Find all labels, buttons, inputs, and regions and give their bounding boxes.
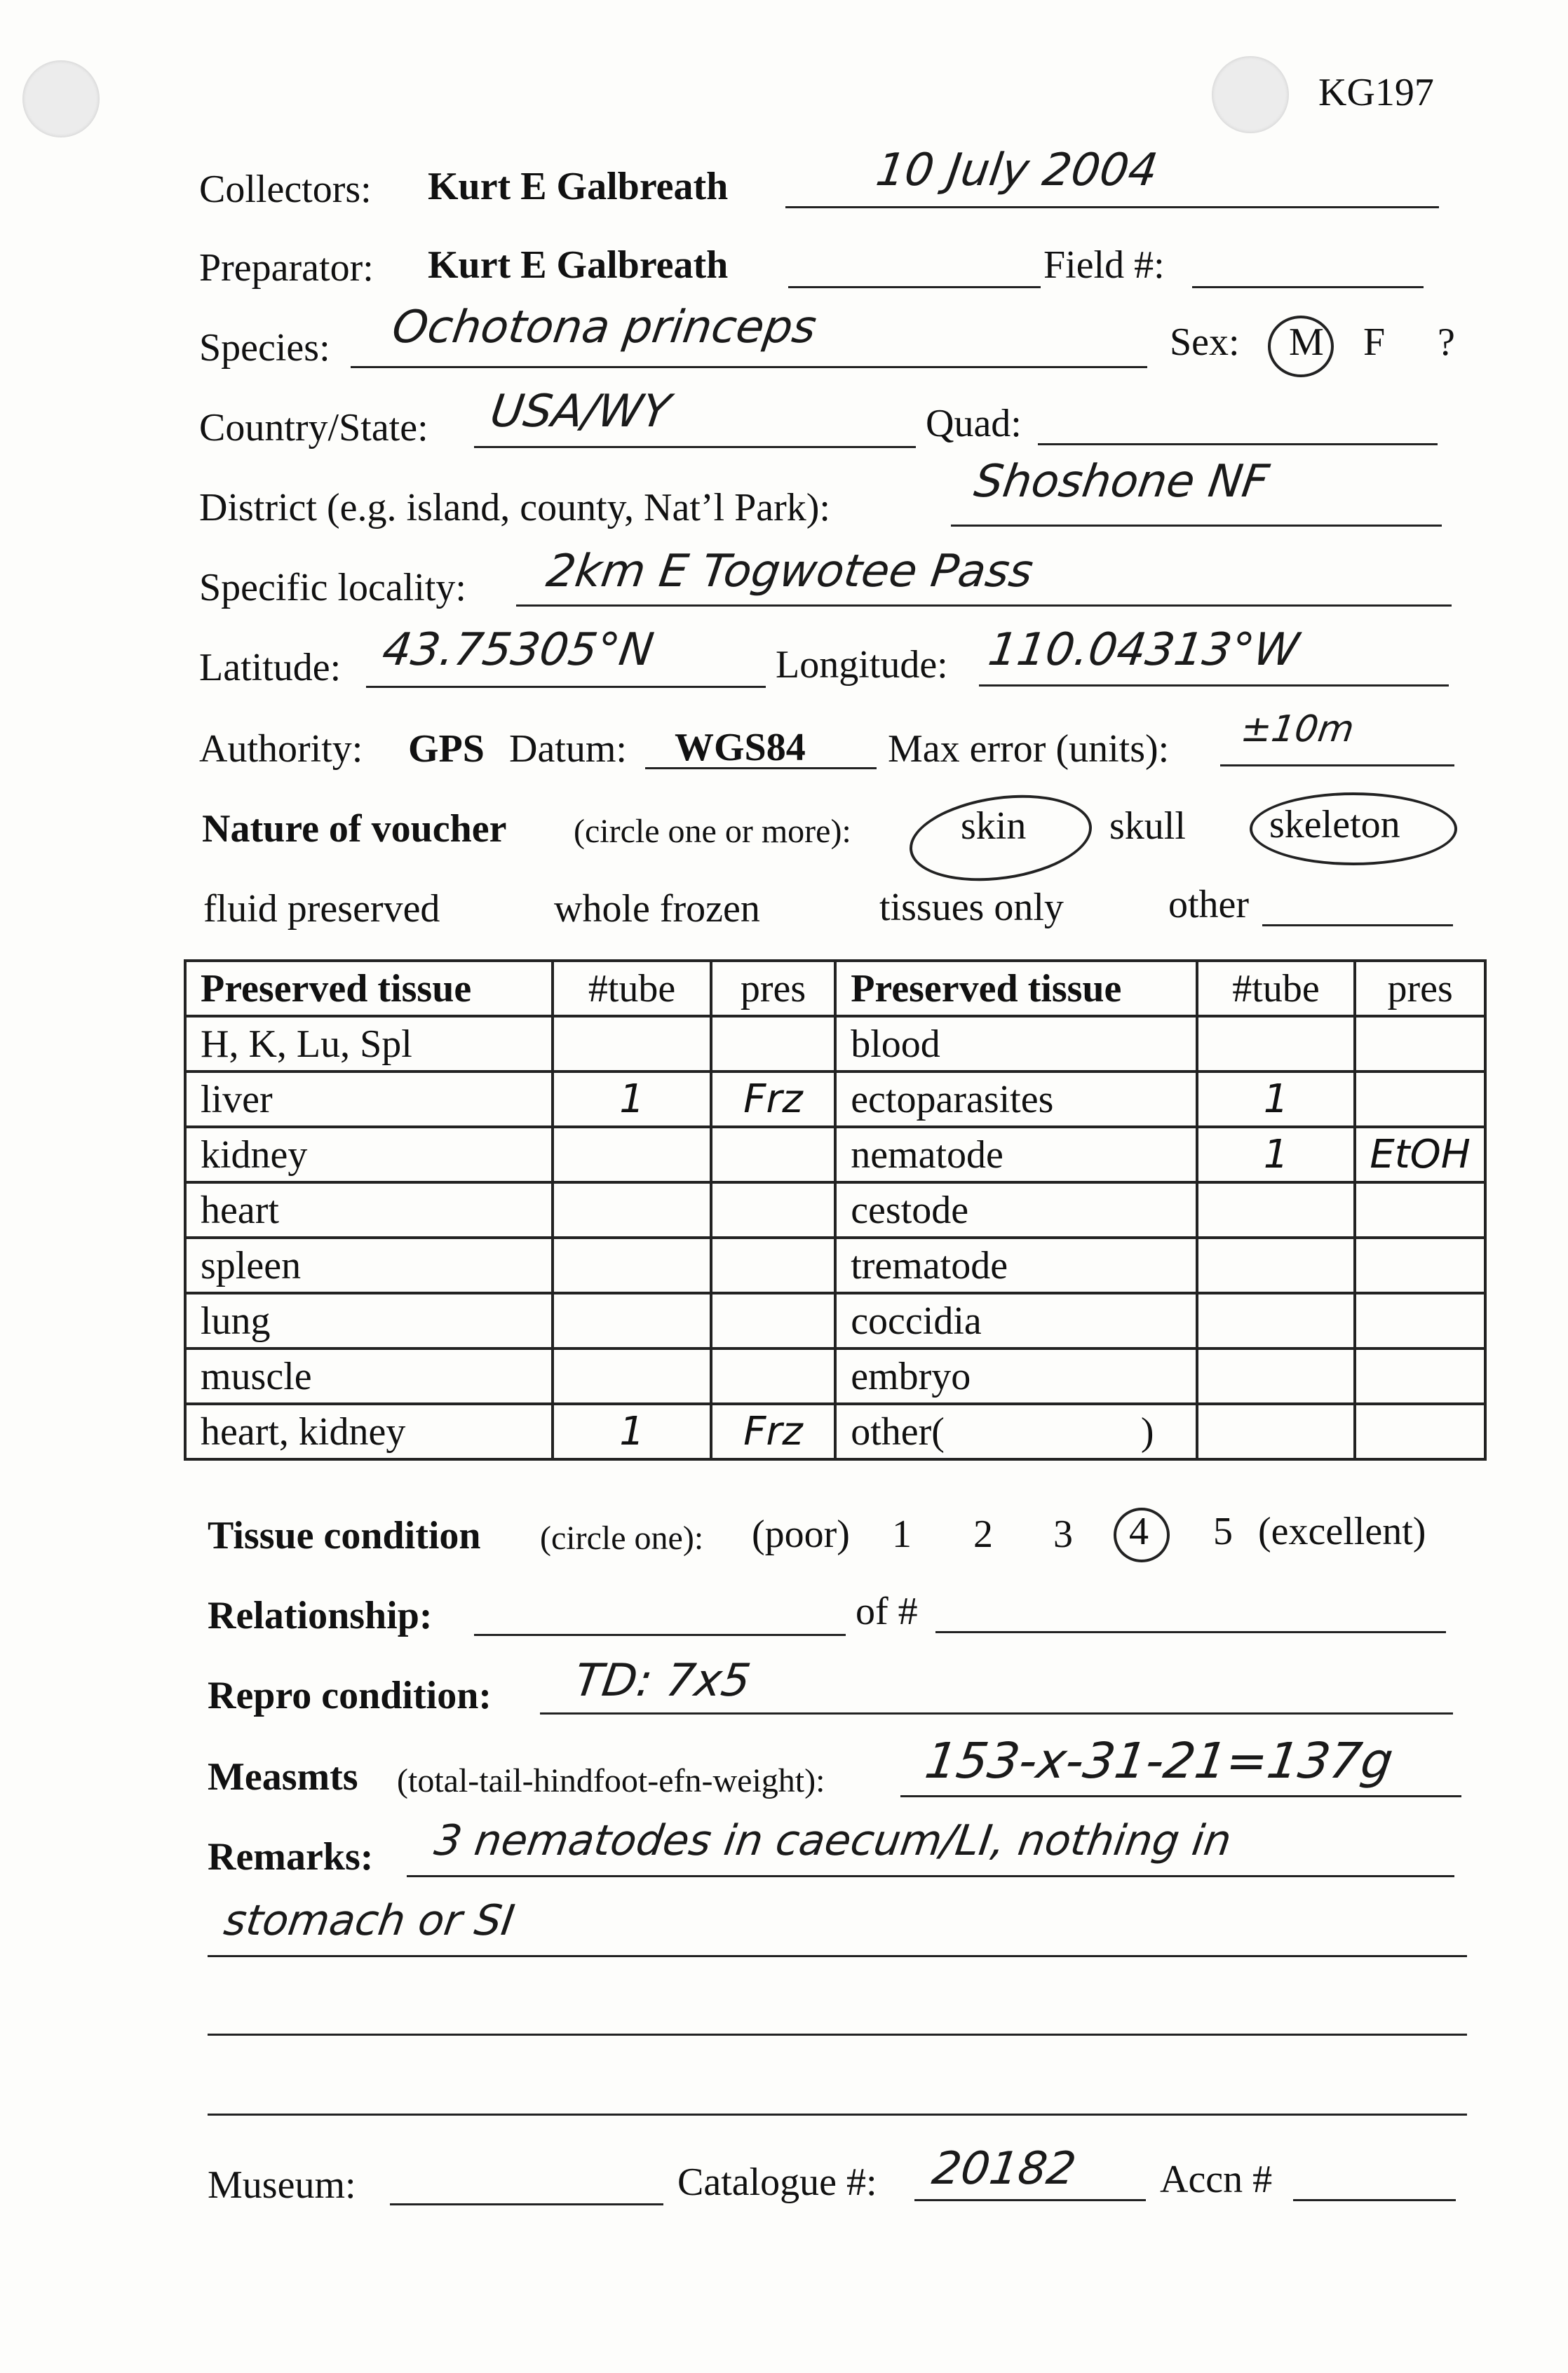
- catalogue-label: Catalogue #:: [677, 2161, 877, 2204]
- datum-value: WGS84: [675, 726, 806, 769]
- tissue-condition-hint: (circle one):: [540, 1520, 704, 1557]
- sex-option-unknown[interactable]: ?: [1438, 320, 1455, 364]
- measurements-value: 153-x-31-21=137g: [921, 1732, 1397, 1790]
- preparator-label: Preparator:: [199, 246, 374, 290]
- species-label: Species:: [199, 326, 330, 370]
- tube-cell[interactable]: [1197, 1016, 1355, 1071]
- pres-cell[interactable]: [1355, 1238, 1485, 1293]
- tube-cell[interactable]: 1: [1197, 1071, 1355, 1127]
- pres-cell[interactable]: [711, 1238, 835, 1293]
- datum-label: Datum:: [509, 727, 627, 771]
- preparator-value: Kurt E Galbreath: [428, 243, 729, 287]
- accn-line: [1293, 2199, 1456, 2201]
- tube-cell[interactable]: [553, 1182, 710, 1238]
- longitude-line: [979, 684, 1449, 687]
- country-value: USA/WY: [487, 386, 674, 438]
- tissue-cell: ectoparasites: [835, 1071, 1197, 1127]
- latitude-label: Latitude:: [199, 646, 342, 689]
- table-header: #tube: [1197, 961, 1355, 1016]
- punch-hole-right: [1212, 56, 1289, 133]
- condition-selected-circle: [1114, 1508, 1170, 1562]
- district-line: [951, 525, 1442, 527]
- catalogue-value: 20182: [928, 2143, 1079, 2195]
- voucher-option-skin[interactable]: skin: [961, 804, 1027, 848]
- table-header: pres: [1355, 961, 1485, 1016]
- voucher-skin-circle: [904, 784, 1097, 891]
- table-row: [185, 1182, 1485, 1238]
- pres-cell[interactable]: [1355, 1071, 1485, 1127]
- tissue-cell: heart: [185, 1182, 553, 1238]
- relationship-of-label: of #: [856, 1590, 918, 1633]
- table-row: [185, 1348, 1485, 1404]
- tissue-cell: liver: [185, 1071, 553, 1127]
- latitude-value: 43.75305°N: [379, 624, 657, 676]
- catalogue-line: [914, 2199, 1146, 2201]
- condition-option-5[interactable]: 5: [1213, 1510, 1233, 1553]
- tissue-cell: embryo: [835, 1348, 1197, 1404]
- longitude-label: Longitude:: [776, 643, 948, 687]
- table-row: [185, 1238, 1485, 1293]
- condition-option-3[interactable]: 3: [1053, 1513, 1073, 1556]
- tube-cell[interactable]: [553, 1348, 710, 1404]
- quad-line: [1038, 443, 1438, 445]
- locality-label: Specific locality:: [199, 566, 466, 609]
- voucher-option-skeleton[interactable]: skeleton: [1269, 803, 1400, 846]
- remarks-rule-1: [407, 1875, 1454, 1877]
- remarks-rule-2: [208, 1955, 1467, 1957]
- tube-cell[interactable]: 1: [553, 1071, 710, 1127]
- tissue-cell: kidney: [185, 1127, 553, 1182]
- condition-excellent: (excellent): [1258, 1510, 1426, 1553]
- condition-option-1[interactable]: 1: [892, 1513, 912, 1556]
- tissue-cell: other( ): [835, 1404, 1197, 1459]
- collectors-line: [785, 206, 1439, 208]
- table-header-row: [185, 961, 1485, 1016]
- tube-cell[interactable]: [553, 1293, 710, 1348]
- voucher-option-skull[interactable]: skull: [1109, 804, 1186, 848]
- collectors-label: Collectors:: [199, 168, 372, 211]
- sex-selected-circle: [1268, 316, 1334, 377]
- tissue-cell: H, K, Lu, Spl: [185, 1016, 553, 1071]
- museum-label: Museum:: [208, 2163, 356, 2207]
- voucher-option-fluid[interactable]: fluid preserved: [203, 887, 440, 931]
- voucher-option-other[interactable]: other: [1168, 883, 1250, 926]
- tube-cell[interactable]: [1197, 1238, 1355, 1293]
- tissue-cell: cestode: [835, 1182, 1197, 1238]
- punch-hole-left: [22, 60, 100, 137]
- max-error-line: [1220, 764, 1454, 766]
- table-row: [185, 1071, 1485, 1127]
- max-error-value: ±10m: [1238, 708, 1357, 750]
- tissue-cell: lung: [185, 1293, 553, 1348]
- country-label: Country/State:: [199, 406, 428, 449]
- relationship-line: [474, 1634, 846, 1636]
- tissue-cell: trematode: [835, 1238, 1197, 1293]
- remarks-label: Remarks:: [208, 1835, 374, 1879]
- form-id: KG197: [1318, 71, 1434, 114]
- tube-cell[interactable]: [553, 1127, 710, 1182]
- authority-gps: GPS: [408, 727, 485, 771]
- measurements-label: Measmts: [208, 1755, 358, 1799]
- tissue-cell: nematode: [835, 1127, 1197, 1182]
- longitude-value: 110.04313°W: [985, 624, 1302, 676]
- pres-cell[interactable]: [711, 1016, 835, 1071]
- pres-cell[interactable]: [711, 1182, 835, 1238]
- pres-cell[interactable]: EtOH: [1355, 1127, 1485, 1182]
- tissue-cell: spleen: [185, 1238, 553, 1293]
- relationship-of-line: [935, 1631, 1446, 1633]
- remarks-rule-4: [208, 2114, 1467, 2116]
- table-header: Preserved tissue: [185, 961, 553, 1016]
- latitude-line: [366, 686, 766, 688]
- species-value: Ochotona princeps: [388, 302, 820, 353]
- tissue-table: [184, 959, 1487, 1461]
- locality-value: 2km E Togwotee Pass: [543, 546, 1036, 597]
- tube-cell[interactable]: [553, 1238, 710, 1293]
- repro-value: TD: 7x5: [571, 1655, 754, 1707]
- collection-date: 10 July 2004: [872, 144, 1161, 196]
- pres-cell[interactable]: [1355, 1016, 1485, 1071]
- condition-option-4[interactable]: 4: [1129, 1510, 1149, 1553]
- tissue-condition-label: Tissue condition: [208, 1514, 481, 1557]
- tube-cell[interactable]: 1: [553, 1404, 710, 1459]
- condition-option-2[interactable]: 2: [973, 1513, 993, 1556]
- sex-option-m[interactable]: M: [1289, 320, 1324, 364]
- pres-cell[interactable]: [1355, 1182, 1485, 1238]
- sex-label: Sex:: [1170, 320, 1240, 364]
- pres-cell[interactable]: [1355, 1348, 1485, 1404]
- table-header: Preserved tissue: [835, 961, 1197, 1016]
- tube-cell[interactable]: [553, 1016, 710, 1071]
- pres-cell[interactable]: [711, 1127, 835, 1182]
- tube-cell[interactable]: 1: [1197, 1127, 1355, 1182]
- voucher-option-frozen[interactable]: whole frozen: [554, 887, 760, 931]
- voucher-label: Nature of voucher: [202, 807, 507, 851]
- table-header: pres: [711, 961, 835, 1016]
- pres-cell[interactable]: Frz: [711, 1071, 835, 1127]
- tube-cell[interactable]: [1197, 1293, 1355, 1348]
- pres-cell[interactable]: [1355, 1293, 1485, 1348]
- remarks-line2: stomach or SI: [221, 1896, 518, 1945]
- table-row: [185, 1016, 1485, 1071]
- pres-cell[interactable]: [1355, 1404, 1485, 1459]
- locality-line: [516, 604, 1452, 607]
- quad-label: Quad:: [926, 402, 1022, 445]
- relationship-label: Relationship:: [208, 1594, 433, 1637]
- accn-label: Accn #: [1160, 2158, 1273, 2201]
- field-number-line: [1192, 286, 1424, 288]
- tube-cell[interactable]: [1197, 1182, 1355, 1238]
- pres-cell[interactable]: Frz: [711, 1404, 835, 1459]
- authority-label: Authority:: [199, 727, 363, 771]
- voucher-skeleton-circle: [1250, 792, 1457, 865]
- preparator-line: [788, 286, 1041, 288]
- tissue-cell: blood: [835, 1016, 1197, 1071]
- table-row: [185, 1404, 1485, 1459]
- table-row: [185, 1293, 1485, 1348]
- collectors-value: Kurt E Galbreath: [428, 165, 729, 208]
- district-label: District (e.g. island, county, Nat’l Park):: [199, 486, 830, 529]
- pres-cell[interactable]: [711, 1293, 835, 1348]
- tissue-cell: coccidia: [835, 1293, 1197, 1348]
- measurements-hint: (total-tail-hindfoot-efn-weight):: [397, 1762, 825, 1799]
- sex-option-f[interactable]: F: [1363, 320, 1386, 364]
- tube-cell[interactable]: [1197, 1404, 1355, 1459]
- max-error-label: Max error (units):: [888, 727, 1170, 771]
- repro-line: [540, 1712, 1453, 1715]
- datum-line: [645, 767, 877, 769]
- table-header: #tube: [553, 961, 710, 1016]
- district-value: Shoshone NF: [971, 456, 1272, 508]
- voucher-option-tissues[interactable]: tissues only: [879, 886, 1064, 929]
- condition-poor: (poor): [752, 1513, 850, 1556]
- table-row: [185, 1127, 1485, 1182]
- tissue-cell: muscle: [185, 1348, 553, 1404]
- tube-cell[interactable]: [1197, 1348, 1355, 1404]
- repro-label: Repro condition:: [208, 1674, 492, 1717]
- pres-cell[interactable]: [711, 1348, 835, 1404]
- voucher-other-line: [1262, 924, 1453, 926]
- tissue-cell: heart, kidney: [185, 1404, 553, 1459]
- measurements-line: [900, 1795, 1461, 1797]
- remarks-rule-3: [208, 2034, 1467, 2036]
- remarks-line1: 3 nematodes in caecum/LI, nothing in: [431, 1816, 1235, 1865]
- country-line: [474, 446, 916, 448]
- voucher-hint: (circle one or more):: [574, 813, 851, 850]
- museum-line: [390, 2203, 663, 2205]
- field-number-label: Field #:: [1043, 243, 1165, 287]
- species-line: [351, 366, 1147, 368]
